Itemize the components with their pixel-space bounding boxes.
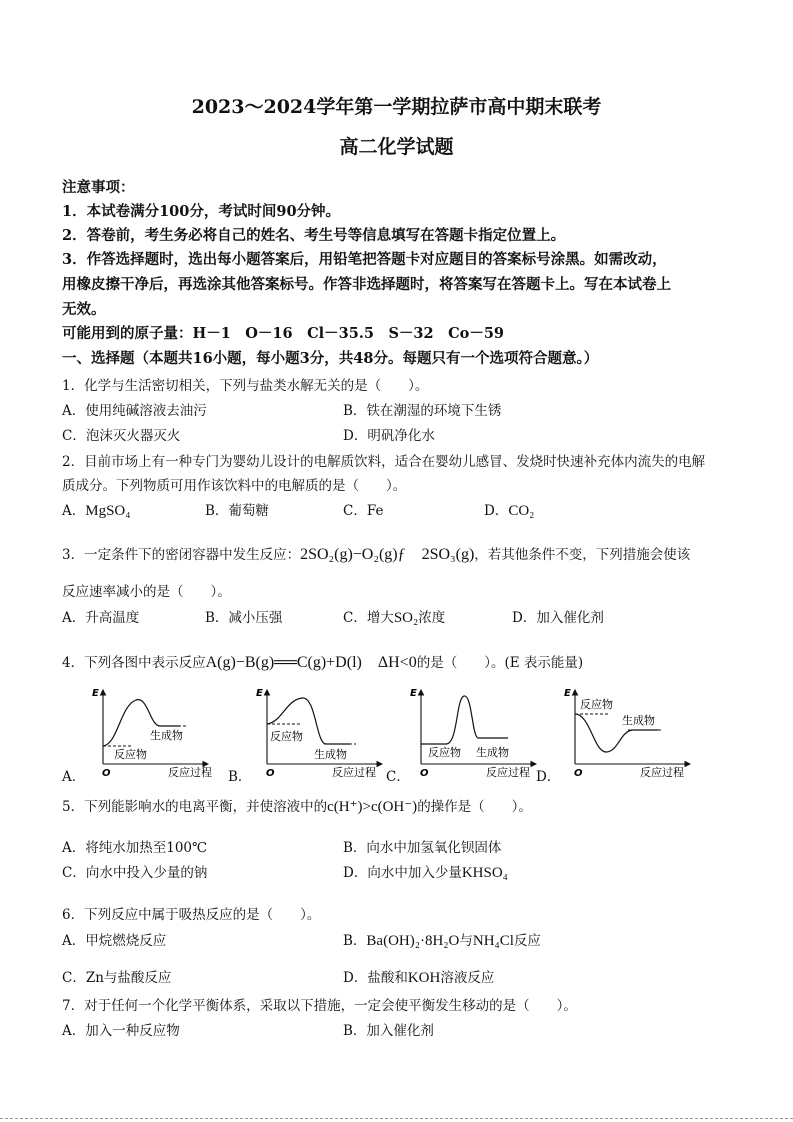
q6-option-c: C．Zn与盐酸反应 xyxy=(62,970,172,986)
q4-graph-b xyxy=(252,686,392,782)
q4a-label-process: 反应过程 xyxy=(168,766,212,779)
q2-stem-line1: 2．目前市场上有一种专门为婴幼儿设计的电解质饮料，适合在婴幼儿感冒、发烧时快速补充体内流失的电解 xyxy=(62,454,706,470)
q2-option-d-label: D． xyxy=(484,503,509,519)
q3-stem-post: ，若其他条件不变，下列措施会使该 xyxy=(474,547,691,563)
q2-option-a xyxy=(62,499,131,520)
q4c-label-product: 生成物 xyxy=(476,746,509,759)
q7-option-a: A．加入一种反应物 xyxy=(62,1023,180,1039)
q4b-label-reactant: 反应物 xyxy=(270,730,303,743)
q5-stem xyxy=(62,795,532,816)
q3-equation: 2SO₂(g)−O₂(g)ƒ 2SO₃(g) xyxy=(300,546,475,563)
q2-option-b: B．葡萄糖 xyxy=(205,503,269,519)
q4-stem-post: 的是（ ）。(E 表示能量) xyxy=(416,655,584,671)
q3-stem xyxy=(62,541,690,564)
q3-option-c-formula: SO₂ xyxy=(393,610,419,626)
q6-option-d-formula: KOH xyxy=(407,970,441,986)
q5-stem-pre: 5．下列能影响水的电离平衡，并使溶液中的 xyxy=(62,799,328,815)
note-item-3-end: 无效。 xyxy=(62,301,106,318)
q4a-label-product: 生成物 xyxy=(150,729,183,742)
q2-option-c: C．Fe xyxy=(343,503,384,519)
q2-option-a-label: A． xyxy=(62,503,86,519)
q3-option-c-pre: C．增大 xyxy=(343,610,394,626)
q4b-label-e: E xyxy=(256,688,263,699)
q5-option-d-pre: D．向水中加入少量 xyxy=(343,865,462,881)
q2-stem-line2: 质成分。下列物质可用作该饮料中的电解质的是（ ）。 xyxy=(62,478,407,494)
q7-stem: 7．对于任何一个化学平衡体系，采取以下措施，一定会使平衡发生移动的是（ ）。 xyxy=(62,998,577,1014)
q3-option-c xyxy=(343,606,445,627)
q1-stem: 1．化学与生活密切相关，下列与盐类水解无关的是（ ）。 xyxy=(62,378,429,394)
q4a-label-o: O xyxy=(102,768,111,779)
q3-option-a: A．升高温度 xyxy=(62,610,140,626)
q4c-label-reactant: 反应物 xyxy=(428,746,461,759)
q3-option-c-post: 浓度 xyxy=(418,610,446,626)
q6-option-b-post: 反应 xyxy=(513,933,541,949)
q4c-label-process: 反应过程 xyxy=(486,766,530,779)
q6-option-d-post: 溶液反应 xyxy=(440,970,495,986)
q4-equation: A(g)−B(g)══C(g)+D(l) ΔH<0 xyxy=(205,654,417,671)
q4a-label-reactant: 反应物 xyxy=(114,748,147,761)
exam-title: 2023～2024学年第一学期拉萨市高中期末联考 xyxy=(191,96,602,118)
q2-option-a-formula: MgSO₄ xyxy=(85,503,131,519)
atomic-mass-line: 可能用到的原子量：H－1 O－16 Cl－35.5 S－32 Co－59 xyxy=(62,325,505,342)
note-item-3-cont: 用橡皮擦干净后，再选涂其他答案标号。作答非选择题时，将答案写在答题卡上。写在本试卷上 xyxy=(62,276,671,293)
note-item-3: 3．作答选择题时，选出每小题答案后，用铅笔把答题卡对应题目的答案标号涂黑。如需改动， xyxy=(62,251,667,268)
q6-option-b-mid: 与 xyxy=(459,933,473,949)
q4d-label-reactant: 反应物 xyxy=(580,698,613,711)
q2-option-d-formula: CO₂ xyxy=(508,503,535,519)
q6-stem: 6．下列反应中属于吸热反应的是（ ）。 xyxy=(62,907,321,923)
note-item-2: 2．答卷前，考生务必将自己的姓名、考生号等信息填写在答题卡指定位置上。 xyxy=(62,227,566,244)
q4c-label-o: O xyxy=(420,768,429,779)
q2-option-d xyxy=(484,499,534,520)
q4b-label-o: O xyxy=(266,768,275,779)
q6-option-b-formula1: Ba(OH)₂·8H₂O xyxy=(366,933,460,949)
q6-option-a: A．甲烷燃烧反应 xyxy=(62,933,167,949)
q4-option-d-label: D． xyxy=(536,769,561,785)
q6-option-b-formula2: NH₄Cl xyxy=(472,933,514,949)
q4-option-c-label: C． xyxy=(386,769,410,785)
q4b-label-process: 反应过程 xyxy=(332,766,376,779)
q4c-label-e: E xyxy=(410,688,417,699)
page-bottom-divider xyxy=(0,1118,793,1120)
q5-option-b: B．向水中加氢氧化钡固体 xyxy=(343,840,502,856)
q3-option-b: B．减小压强 xyxy=(205,610,283,626)
notes-heading: 注意事项： xyxy=(62,179,135,196)
q5-option-d-formula: KHSO₄ xyxy=(461,865,508,881)
q4d-label-o: O xyxy=(574,768,583,779)
q7-option-b: B．加入催化剂 xyxy=(343,1023,434,1039)
exam-subject-title: 高二化学试题 xyxy=(339,136,454,158)
q4c-curve xyxy=(421,696,508,744)
q1-option-d: D．明矾净化水 xyxy=(343,428,435,444)
q5-stem-post: 的操作是（ ）。 xyxy=(417,799,532,815)
q4d-label-product: 生成物 xyxy=(622,714,655,727)
q4-stem xyxy=(62,649,583,672)
q4-option-b-label: B． xyxy=(228,769,252,785)
q6-option-d-pre: D．盐酸和 xyxy=(343,970,408,986)
q4a-label-e: E xyxy=(92,688,99,699)
q1-option-c: C．泡沫灭火器灭火 xyxy=(62,428,181,444)
q4d-label-process: 反应过程 xyxy=(640,766,684,779)
q5-option-d xyxy=(343,861,508,882)
q4-graph-c xyxy=(406,686,546,782)
q4-graph-d xyxy=(560,686,700,782)
q3-option-d: D．加入催化剂 xyxy=(512,610,604,626)
note-item-1: 1．本试卷满分100分，考试时间90分钟。 xyxy=(62,203,341,220)
q5-option-a: A．将纯水加热至100℃ xyxy=(62,840,208,856)
q6-option-d xyxy=(343,966,494,987)
q4-option-a-label: A． xyxy=(62,769,86,785)
q4b-label-product: 生成物 xyxy=(314,748,347,761)
q4-graph-a xyxy=(88,686,218,782)
q6-option-b-label: B． xyxy=(343,933,367,949)
q5-inequality: c(H⁺)>c(OH⁻) xyxy=(327,799,418,815)
q5-option-c: C．向水中投入少量的钠 xyxy=(62,865,208,881)
q4d-label-e: E xyxy=(564,688,571,699)
section-heading: 一、选择题（本题共16小题，每小题3分，共48分。每题只有一个选项符合题意。） xyxy=(62,350,599,367)
q4-stem-pre: 4．下列各图中表示反应 xyxy=(62,655,206,671)
q3-stem-line2: 反应速率减小的是（ ）。 xyxy=(62,584,231,600)
q3-stem-pre: 3．一定条件下的密闭容器中发生反应： xyxy=(62,547,301,563)
q1-option-b: B．铁在潮湿的环境下生锈 xyxy=(343,403,502,419)
q1-option-a: A．使用纯碱溶液去油污 xyxy=(62,403,207,419)
q6-option-b xyxy=(343,929,541,950)
